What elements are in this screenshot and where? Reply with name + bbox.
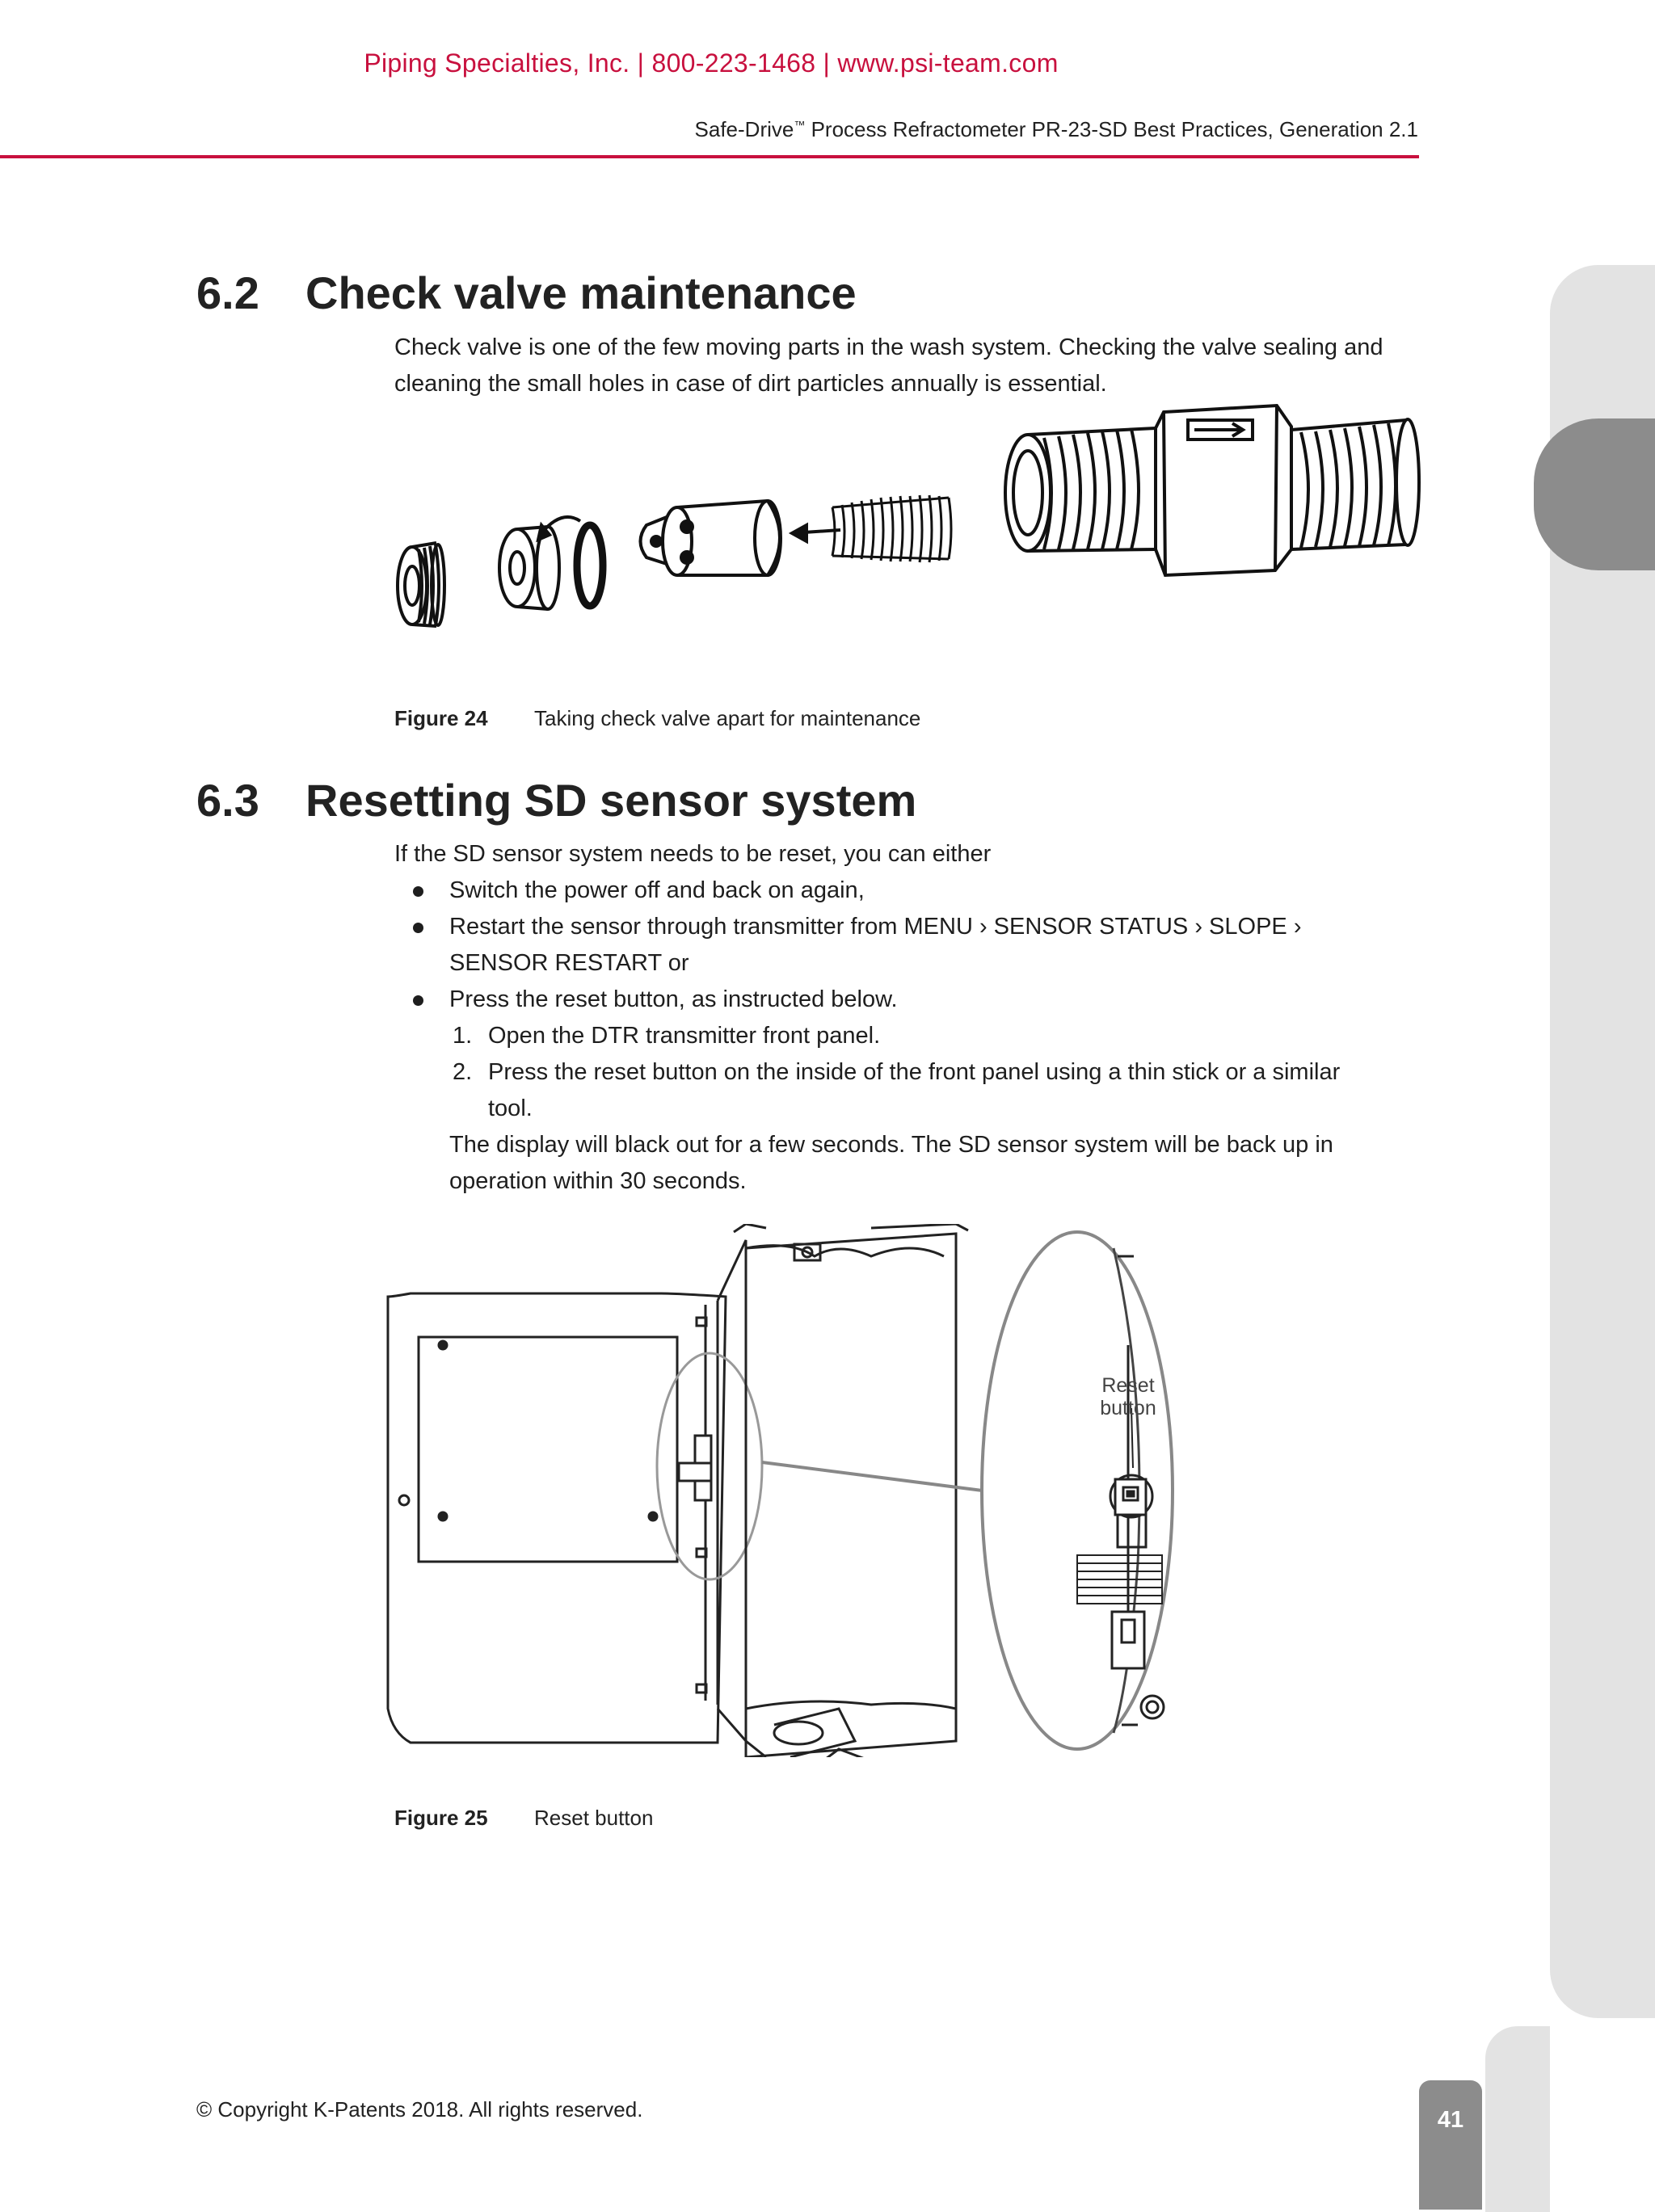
side-bottom-tab bbox=[1485, 2026, 1550, 2212]
bullet-dot bbox=[413, 886, 423, 897]
ribbon-cable bbox=[1077, 1555, 1162, 1604]
figure-24-caption: Taking check valve apart for maintenance bbox=[534, 706, 921, 730]
poppet-part bbox=[641, 501, 781, 575]
insert-arrow bbox=[792, 525, 806, 541]
section-6-3-intro: If the SD sensor system needs to be reset, you can either bbox=[394, 841, 992, 867]
figure-25-label: Figure 25 bbox=[394, 1806, 488, 1830]
page-number-tab bbox=[1419, 2080, 1482, 2210]
trademark-symbol: ™ bbox=[794, 118, 806, 132]
check-valve-exploded-figure bbox=[388, 396, 1430, 638]
spring-part bbox=[832, 495, 951, 562]
valve-body-part bbox=[1005, 406, 1419, 575]
doc-title-brand: Safe-Drive bbox=[694, 117, 794, 141]
list-item: Restart the sensor through transmitter from MENU › SENSOR STATUS › SLOPE › SENSOR RESTART or bbox=[449, 914, 1302, 976]
doc-title-rest: Process Refractometer PR-23-SD Best Practices, Generation 2.1 bbox=[805, 117, 1418, 141]
transmitter-front-panel bbox=[388, 1293, 762, 1743]
section-6-2-body: Check valve is one of the few moving parts in the wash system. Checking the valve sealing and cleaning the small holes in case of dirt particles annually is essential. bbox=[394, 334, 1383, 397]
side-chapter-tab-active bbox=[1534, 418, 1655, 570]
threaded-plug-part bbox=[398, 543, 444, 626]
transmitter-housing bbox=[718, 1224, 968, 1757]
list-item: Press the reset button, as instructed below. bbox=[449, 986, 898, 1012]
valve-seat-part bbox=[499, 527, 559, 609]
reset-button-figure bbox=[386, 1224, 1243, 1757]
copyright-footer: © Copyright K-Patents 2018. All rights reserved. bbox=[196, 2097, 643, 2122]
callout-label-reset: Reset bbox=[1101, 1374, 1155, 1397]
step-text: Open the DTR transmitter front panel. bbox=[488, 1023, 881, 1049]
list-item: Switch the power off and back on again, bbox=[449, 877, 865, 903]
section-6-3-number: 6.3 bbox=[196, 775, 259, 826]
callout-label-button: button bbox=[1100, 1397, 1156, 1419]
step-text: Press the reset button on the inside of the front panel using a thin stick or a similar tool. bbox=[488, 1059, 1341, 1121]
page-number: 41 bbox=[1437, 2107, 1464, 2133]
section-6-2-number: 6.2 bbox=[196, 267, 259, 318]
o-ring-part bbox=[577, 525, 603, 606]
figure-24-label: Figure 24 bbox=[394, 706, 488, 730]
document-title bbox=[695, 117, 1418, 142]
bullet-dot bbox=[413, 923, 423, 933]
company-contact-line: Piping Specialties, Inc. | 800-223-1468 | www.psi-team.com bbox=[364, 48, 1059, 78]
step-number: 2. bbox=[453, 1059, 473, 1085]
section-6-3-after-steps: The display will black out for a few seconds. The SD sensor system will be back up in operation within 30 seconds. bbox=[449, 1132, 1333, 1194]
header-rule bbox=[0, 155, 1419, 158]
figure-25-caption: Reset button bbox=[534, 1806, 654, 1830]
bullet-dot bbox=[413, 995, 423, 1006]
step-number: 1. bbox=[453, 1023, 473, 1049]
section-6-2-title: Check valve maintenance bbox=[305, 267, 857, 318]
section-6-3-title: Resetting SD sensor system bbox=[305, 775, 917, 826]
